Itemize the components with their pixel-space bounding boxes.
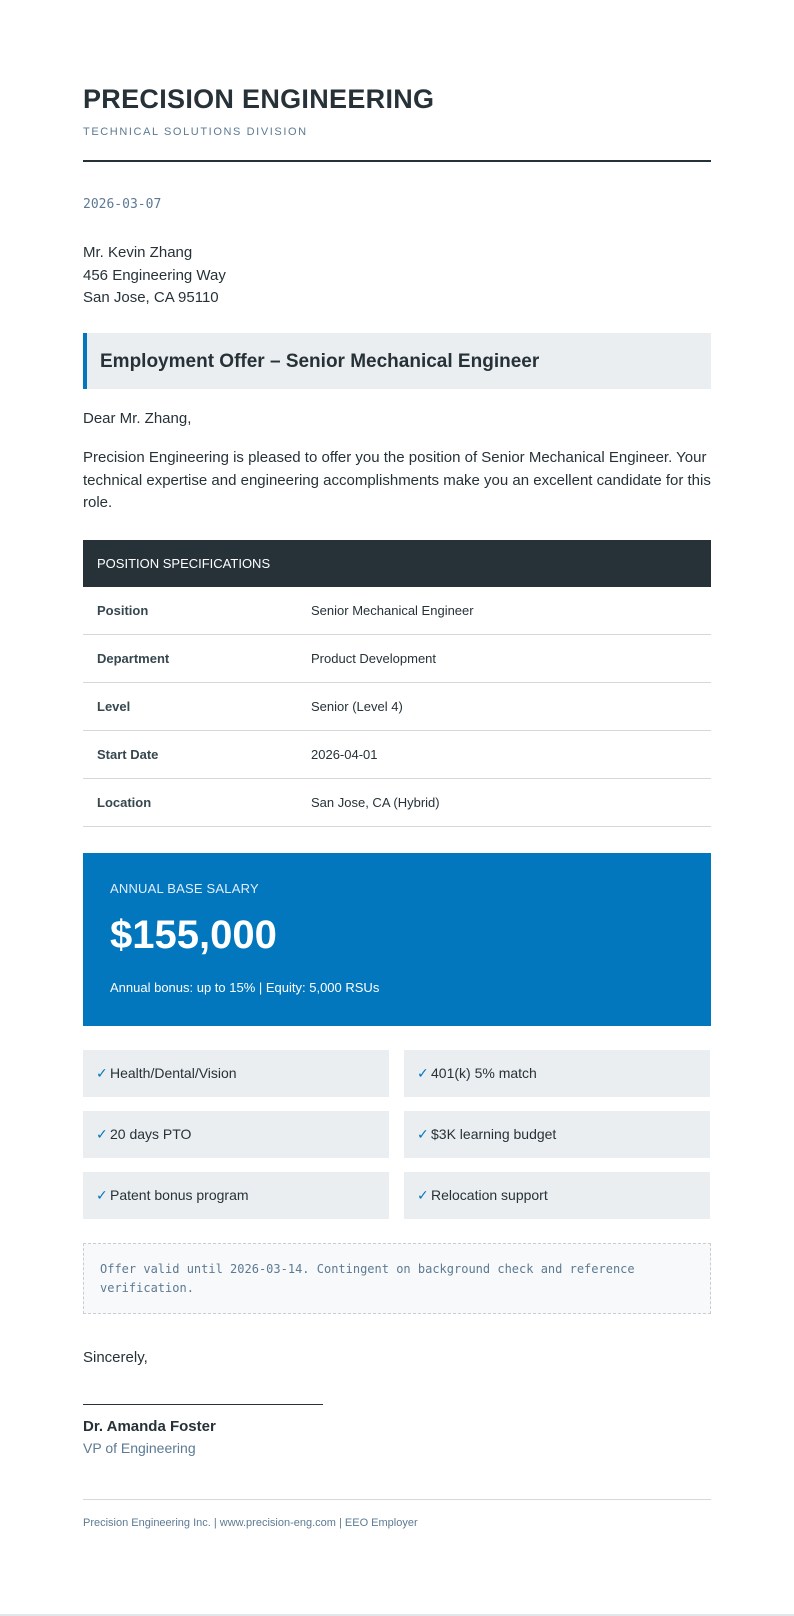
check-icon: ✓ (96, 1065, 108, 1081)
spec-value: Senior (Level 4) (311, 699, 403, 714)
benefit-label: Health/Dental/Vision (110, 1065, 237, 1081)
table-row (83, 683, 711, 731)
benefit-label: $3K learning budget (431, 1126, 557, 1142)
salary-label: ANNUAL BASE SALARY (110, 881, 259, 896)
company-name: PRECISION ENGINEERING (83, 84, 435, 114)
letter-date: 2026-03-07 (83, 197, 162, 212)
spec-label: Level (97, 699, 131, 714)
recipient-name: Mr. Kevin Zhang (83, 244, 193, 261)
spec-value: 2026-04-01 (311, 747, 378, 762)
benefit-item (404, 1050, 710, 1097)
salary-amount: $155,000 (110, 913, 277, 957)
offer-terms: Offer valid until 2026-03-14. Contingent on background check and reference verification. (100, 1262, 635, 1295)
table-row (83, 779, 711, 827)
signer-name: Dr. Amanda Foster (83, 1418, 216, 1435)
company-division: TECHNICAL SOLUTIONS DIVISION (83, 126, 308, 138)
spec-label: Department (97, 651, 170, 666)
salutation: Dear Mr. Zhang, (83, 410, 192, 427)
check-icon: ✓ (96, 1187, 108, 1203)
compensation-note: Annual bonus: up to 15% | Equity: 5,000 RSUs (110, 980, 380, 995)
benefit-item (83, 1111, 389, 1158)
table-row (83, 731, 711, 779)
recipient-city: San Jose, CA 95110 (83, 289, 219, 306)
subject-line: Employment Offer – Senior Mechanical Engineer (100, 351, 540, 372)
position-specifications-table (83, 540, 711, 827)
specifications-header: POSITION SPECIFICATIONS (83, 540, 711, 587)
signature-line (83, 1404, 323, 1405)
benefit-label: 20 days PTO (110, 1126, 192, 1142)
benefit-item (83, 1050, 389, 1097)
table-row (83, 587, 711, 635)
benefit-item (404, 1172, 710, 1219)
salary-panel (83, 853, 711, 1026)
recipient-street: 456 Engineering Way (83, 266, 226, 284)
footer: Precision Engineering Inc. | www.precision-eng.com | EEO Employer (83, 1517, 418, 1529)
check-icon: ✓ (96, 1126, 108, 1142)
benefit-item (404, 1111, 710, 1158)
benefit-label: Relocation support (431, 1187, 548, 1203)
spec-value: San Jose, CA (Hybrid) (311, 795, 440, 810)
spec-label: Position (97, 603, 149, 618)
check-icon: ✓ (417, 1187, 429, 1203)
intro-paragraph: Precision Engineering is pleased to offer you the position of Senior Mechanical Engineer. Your technical expertise and engineering accomplishments make you an excellent candidate for this role. (83, 449, 711, 512)
table-row (83, 635, 711, 683)
footer-divider (83, 1499, 711, 1500)
recipient-address (83, 242, 226, 310)
check-icon: ✓ (417, 1126, 429, 1142)
check-icon: ✓ (417, 1065, 429, 1081)
benefit-label: Patent bonus program (110, 1187, 249, 1203)
offer-terms-box (83, 1243, 711, 1314)
signer-title: VP of Engineering (83, 1440, 196, 1456)
spec-value: Product Development (311, 651, 437, 666)
closing: Sincerely, (83, 1349, 148, 1366)
subject-banner (83, 333, 711, 389)
spec-value: Senior Mechanical Engineer (311, 603, 474, 618)
benefit-item (83, 1172, 389, 1219)
spec-label: Location (97, 795, 152, 810)
benefit-label: 401(k) 5% match (431, 1065, 537, 1081)
header-divider (83, 160, 711, 162)
spec-label: Start Date (97, 747, 159, 762)
